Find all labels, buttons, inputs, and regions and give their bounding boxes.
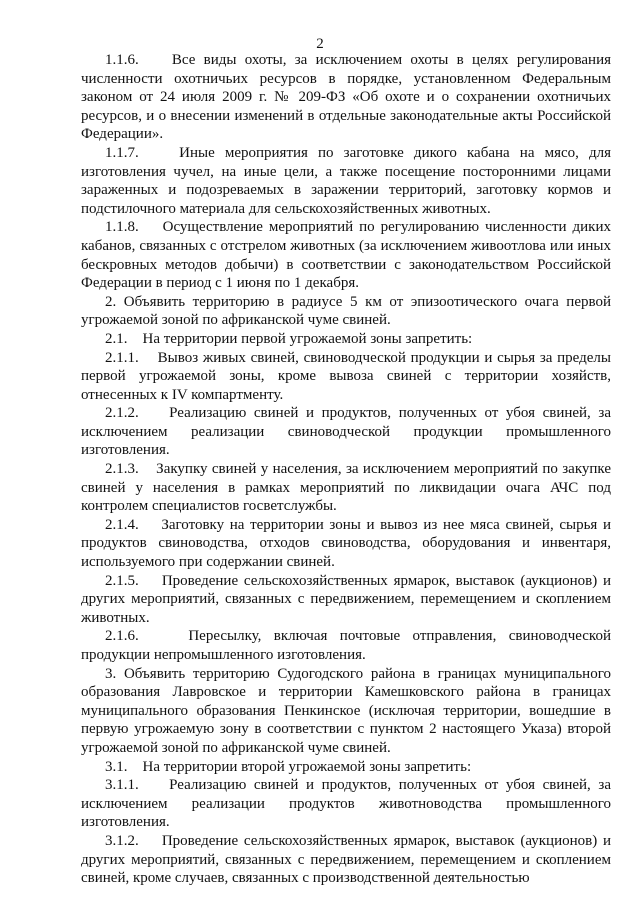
paragraph-3: 3. Объявить территорию Судогодского района в границах муниципального образования Лавровское и территории Камешковского района в границах муниципального образования Пенкинское (исключая территории, вошедшие в первую угрожаемую зону в соответствии с пунктом 2 настоящего Указа) второй угрожаемой зоной по африканской чуме свиней. (81, 665, 611, 756)
paragraph-2-1-1: 2.1.1. Вывоз живых свиней, свиноводческой продукции и сырья за пределы первой угрожаемой зоны, кроме вывоза свиней с территории хозяйств, отнесенных к IV компартменту. (81, 349, 611, 403)
page-number: 2 (316, 36, 324, 52)
paragraph-2-1-2: 2.1.2. Реализацию свиней и продуктов, полученных от убоя свиней, за исключением реализации свиноводческой продукции промышленного изготовления. (81, 405, 611, 459)
document-body (81, 51, 611, 888)
paragraph-1-1-8: 1.1.8. Осуществление мероприятий по регулированию численности диких кабанов, связанных с отстрелом животных (за исключением живоотлова или иных бескровных методов добычи) в соответствии с законодательством Российской Федерации в период с 1 июня по 1 декабря. (81, 219, 611, 292)
paragraph-3-1-1: 3.1.1. Реализацию свиней и продуктов, полученных от убоя свиней, за исключением реализации продуктов животноводства промышленного изготовления. (81, 777, 611, 831)
paragraph-3-1-2: 3.1.2. Проведение сельскохозяйственных ярмарок, выставок (аукционов) и других мероприятий, связанных с передвижением, перемещением и скоплением свиней, кроме случаев, связанных с производственной деятельностью (81, 832, 611, 887)
paragraph-1-1-7: 1.1.7. Иные мероприятия по заготовке дикого кабана на мясо, для изготовления чучел, на иные цели, а также посещение посторонними лицами зараженных и подозреваемых в заражении территорий, заготовку кормов и подстилочного материала для сельскохозяйственных животных. (81, 144, 611, 217)
paragraph-2-1-6: 2.1.6. Пересылку, включая почтовые отправления, свиноводческой продукции непромышленного изготовления. (81, 628, 611, 663)
paragraph-1-1-6: 1.1.6. Все виды охоты, за исключением охоты в целях регулирования численности охотничьих ресурсов в порядке, установленном Федеральным законом от 24 июля 2009 г. № 209-ФЗ «Об охоте и о сохранении охотничьих ресурсов, и о внесении изменений в отдельные законодательные акты Российской Федерации». (81, 52, 611, 143)
paragraph-2-1-3: 2.1.3. Закупку свиней у населения, за исключением мероприятий по закупке свиней у населения в рамках мероприятий по ликвидации очага АЧС под контролем специалистов госветслужбы. (81, 461, 611, 515)
paragraph-2-1-5: 2.1.5. Проведение сельскохозяйственных ярмарок, выставок (аукционов) и других мероприятий, связанных с передвижением, перемещением и скоплением животных. (81, 572, 611, 626)
paragraph-2-1: 2.1. На территории первой угрожаемой зоны запретить: (105, 330, 473, 347)
paragraph-3-1: 3.1. На территории второй угрожаемой зоны запретить: (105, 758, 472, 775)
paragraph-2-1-4: 2.1.4. Заготовку на территории зоны и вывоз из нее мяса свиней, сырья и продуктов свиноводства, отходов свиноводства, оборудования и инвентаря, используемого при содержании свиней. (81, 516, 611, 571)
paragraph-2: 2. Объявить территорию в радиусе 5 км от эпизоотического очага первой угрожаемой зоной по африканской чуме свиней. (81, 293, 611, 329)
